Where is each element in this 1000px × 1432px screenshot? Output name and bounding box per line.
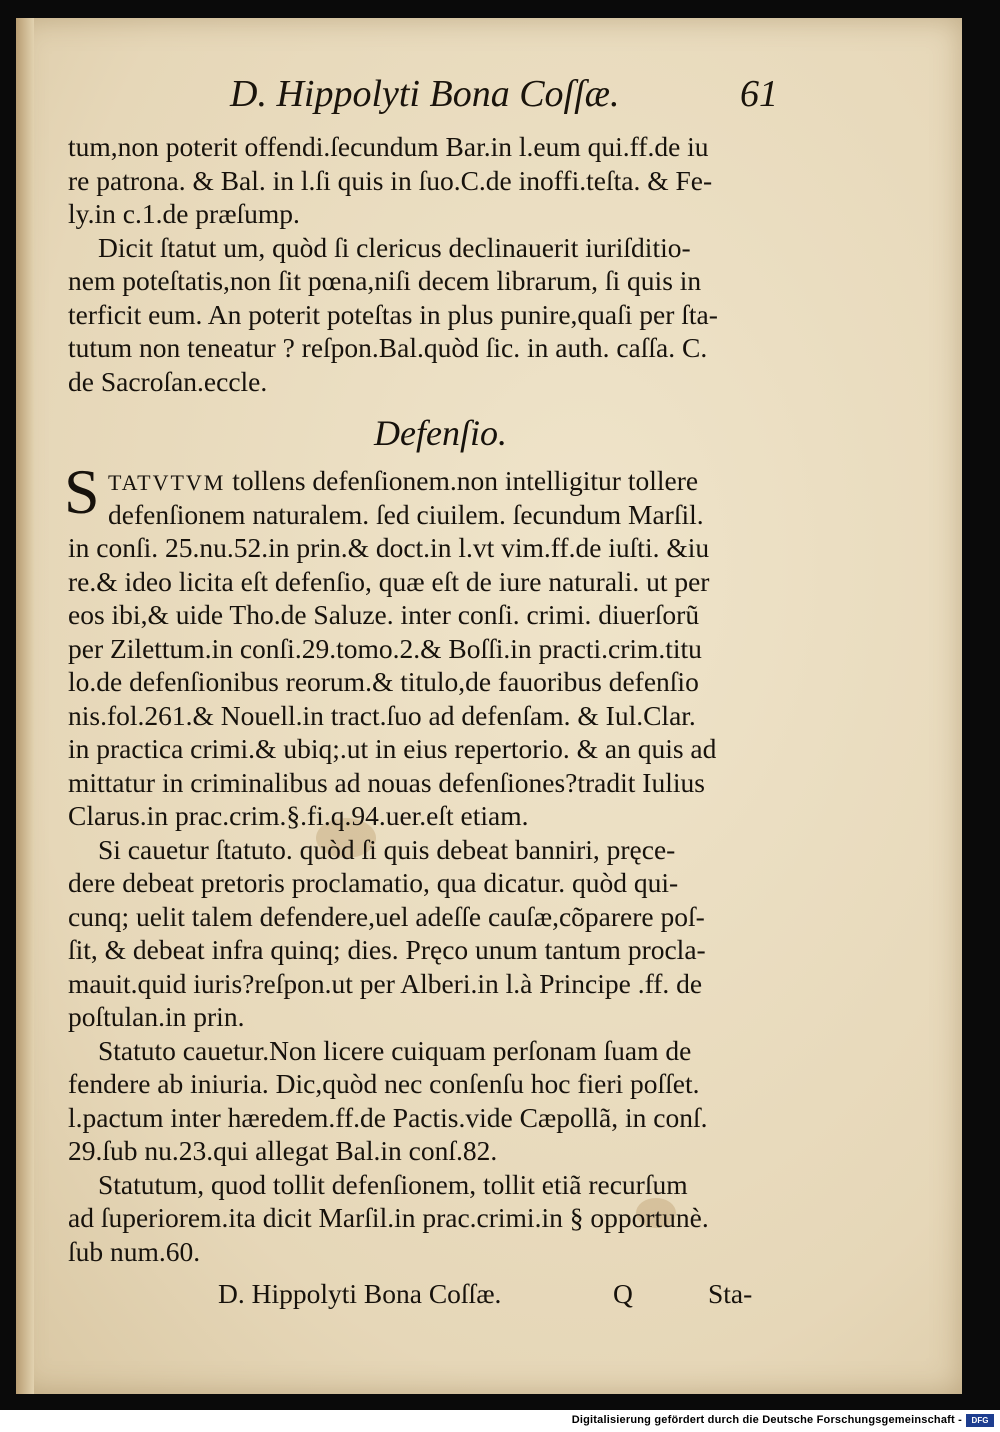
text-line: in conſi. 25.nu.52.in prin.& doct.in l.vt vim.ff.de iuſti. &iu <box>68 532 710 563</box>
text-line: ly.in c.1.de præſump. <box>68 198 300 229</box>
text-line <box>68 464 813 498</box>
signature-mark: Q <box>613 1278 633 1309</box>
text-line: lo.de defenſionibus reorum.& titulo,de fauoribus defenſio <box>68 666 699 697</box>
paragraph <box>68 1168 813 1269</box>
text-line: poſtulan.in prin. <box>68 1001 245 1032</box>
text-line: re.& ideo licita eſt defenſio, quæ eſt de iure naturali. ut per <box>68 565 710 597</box>
footer-credit: Digitalisierung gefördert durch die Deutsche Forschungsgemeinschaft - <box>571 1414 962 1426</box>
text-line: 29.ſub nu.23.qui allegat Bal.in conſ.82. <box>68 1135 498 1166</box>
catchword: Sta- <box>708 1278 753 1309</box>
text-line: dere debeat pretoris proclamatio, qua dicatur. quòd qui- <box>68 867 679 898</box>
catchline-title: D. Hippolyti Bona Coſſæ. <box>218 1278 502 1309</box>
text-line: per Zilettum.in conſi.29.tomo.2.& Boſſi.in practi.crim.titu <box>68 632 702 664</box>
text-line: Si cauetur ſtatuto. quòd ſi quis debeat banniri, pręce- <box>98 833 676 865</box>
text-line: nis.fol.261.& Nouell.in tract.ſuo ad defenſam. & Iul.Clar. <box>68 699 696 731</box>
text-line: nem poteſtatis,non ſit pœna,niſi decem librarum, ſi quis in <box>68 265 702 296</box>
text-line: ſub num.60. <box>68 1235 201 1267</box>
text-line: cunq; uelit talem defendere,uel adeſſe cauſæ,cõparere poſ- <box>68 900 705 932</box>
paragraph <box>68 1034 813 1168</box>
text-line: ad ſuperiorem.ita dicit Marſil.in prac.crimi.in § opportunè. <box>68 1202 709 1233</box>
paragraph <box>64 456 813 833</box>
page-number: 61 <box>740 73 778 115</box>
text-line: terficit eum. An poterit poteſtas in plus punire,quaſi per ſta- <box>68 298 718 330</box>
paragraph <box>68 231 813 399</box>
text-line: Clarus.in prac.crim.§.fi.q.94.uer.eſt etiam. <box>68 800 529 831</box>
text-line: re patrona. & Bal. in l.ſi quis in ſuo.C.de inoffi.teſta. & Fe- <box>68 164 713 196</box>
catchline <box>68 1274 813 1314</box>
text-line: Statutum, quod tollit defenſionem, tollit etiã recurſum <box>98 1168 688 1200</box>
text-line: ſit, & debeat infra quinq; dies. Pręco unum tantum procla- <box>68 934 706 965</box>
drop-cap: S <box>64 456 100 527</box>
text-line: in practica crimi.& ubiq;.ut in eius repertorio. & an quis ad <box>68 733 717 764</box>
paragraph <box>68 833 813 1034</box>
first-word: TATVTVM <box>108 470 226 495</box>
text-line: de Sacroſan.eccle. <box>68 365 268 397</box>
paragraph <box>68 130 813 231</box>
section-heading: Defenſio. <box>374 413 507 453</box>
text-line: l.pactum inter hæredem.ff.de Pactis.vide Cæpollã, in conſ. <box>68 1101 708 1133</box>
text-line-rest: tollens defenſionem.non intelligitur tollere <box>232 465 699 496</box>
text-line: defenſionem naturalem. ſed ciuilem. ſecundum Marſil. <box>108 498 704 530</box>
page-gutter-edge <box>16 18 34 1394</box>
text-line: mittatur in criminalibus ad nouas defenſiones?tradit Iulius <box>68 766 705 798</box>
dfg-logo: DFG <box>966 1414 994 1427</box>
text-line: Statuto cauetur.Non licere cuiquam perſonam ſuam de <box>98 1034 692 1066</box>
text-line: eos ibi,& uide Tho.de Saluze. inter conſi. crimi. diuerſorũ <box>68 599 700 630</box>
text-line: tutum non teneatur ? reſpon.Bal.quòd ſic. in auth. caſſa. C. <box>68 332 708 363</box>
text-line: mauit.quid iuris?reſpon.ut per Alberi.in l.à Principe .ff. de <box>68 967 703 999</box>
text-line: fendere ab iniuria. Dic,quòd nec conſenſu hoc fieri poſſet. <box>68 1068 700 1099</box>
digitization-footer <box>0 1410 1000 1432</box>
page-body <box>64 130 813 1314</box>
running-header <box>230 72 830 122</box>
text-line: tum,non poterit offendi.ſecundum Bar.in l.eum qui.ff.de iu <box>68 131 709 162</box>
header-title: D. Hippolyti Bona Coſſæ. <box>230 73 620 115</box>
text-line: Dicit ſtatut um, quòd ſi clericus declinauerit iuriſditio- <box>98 231 691 263</box>
